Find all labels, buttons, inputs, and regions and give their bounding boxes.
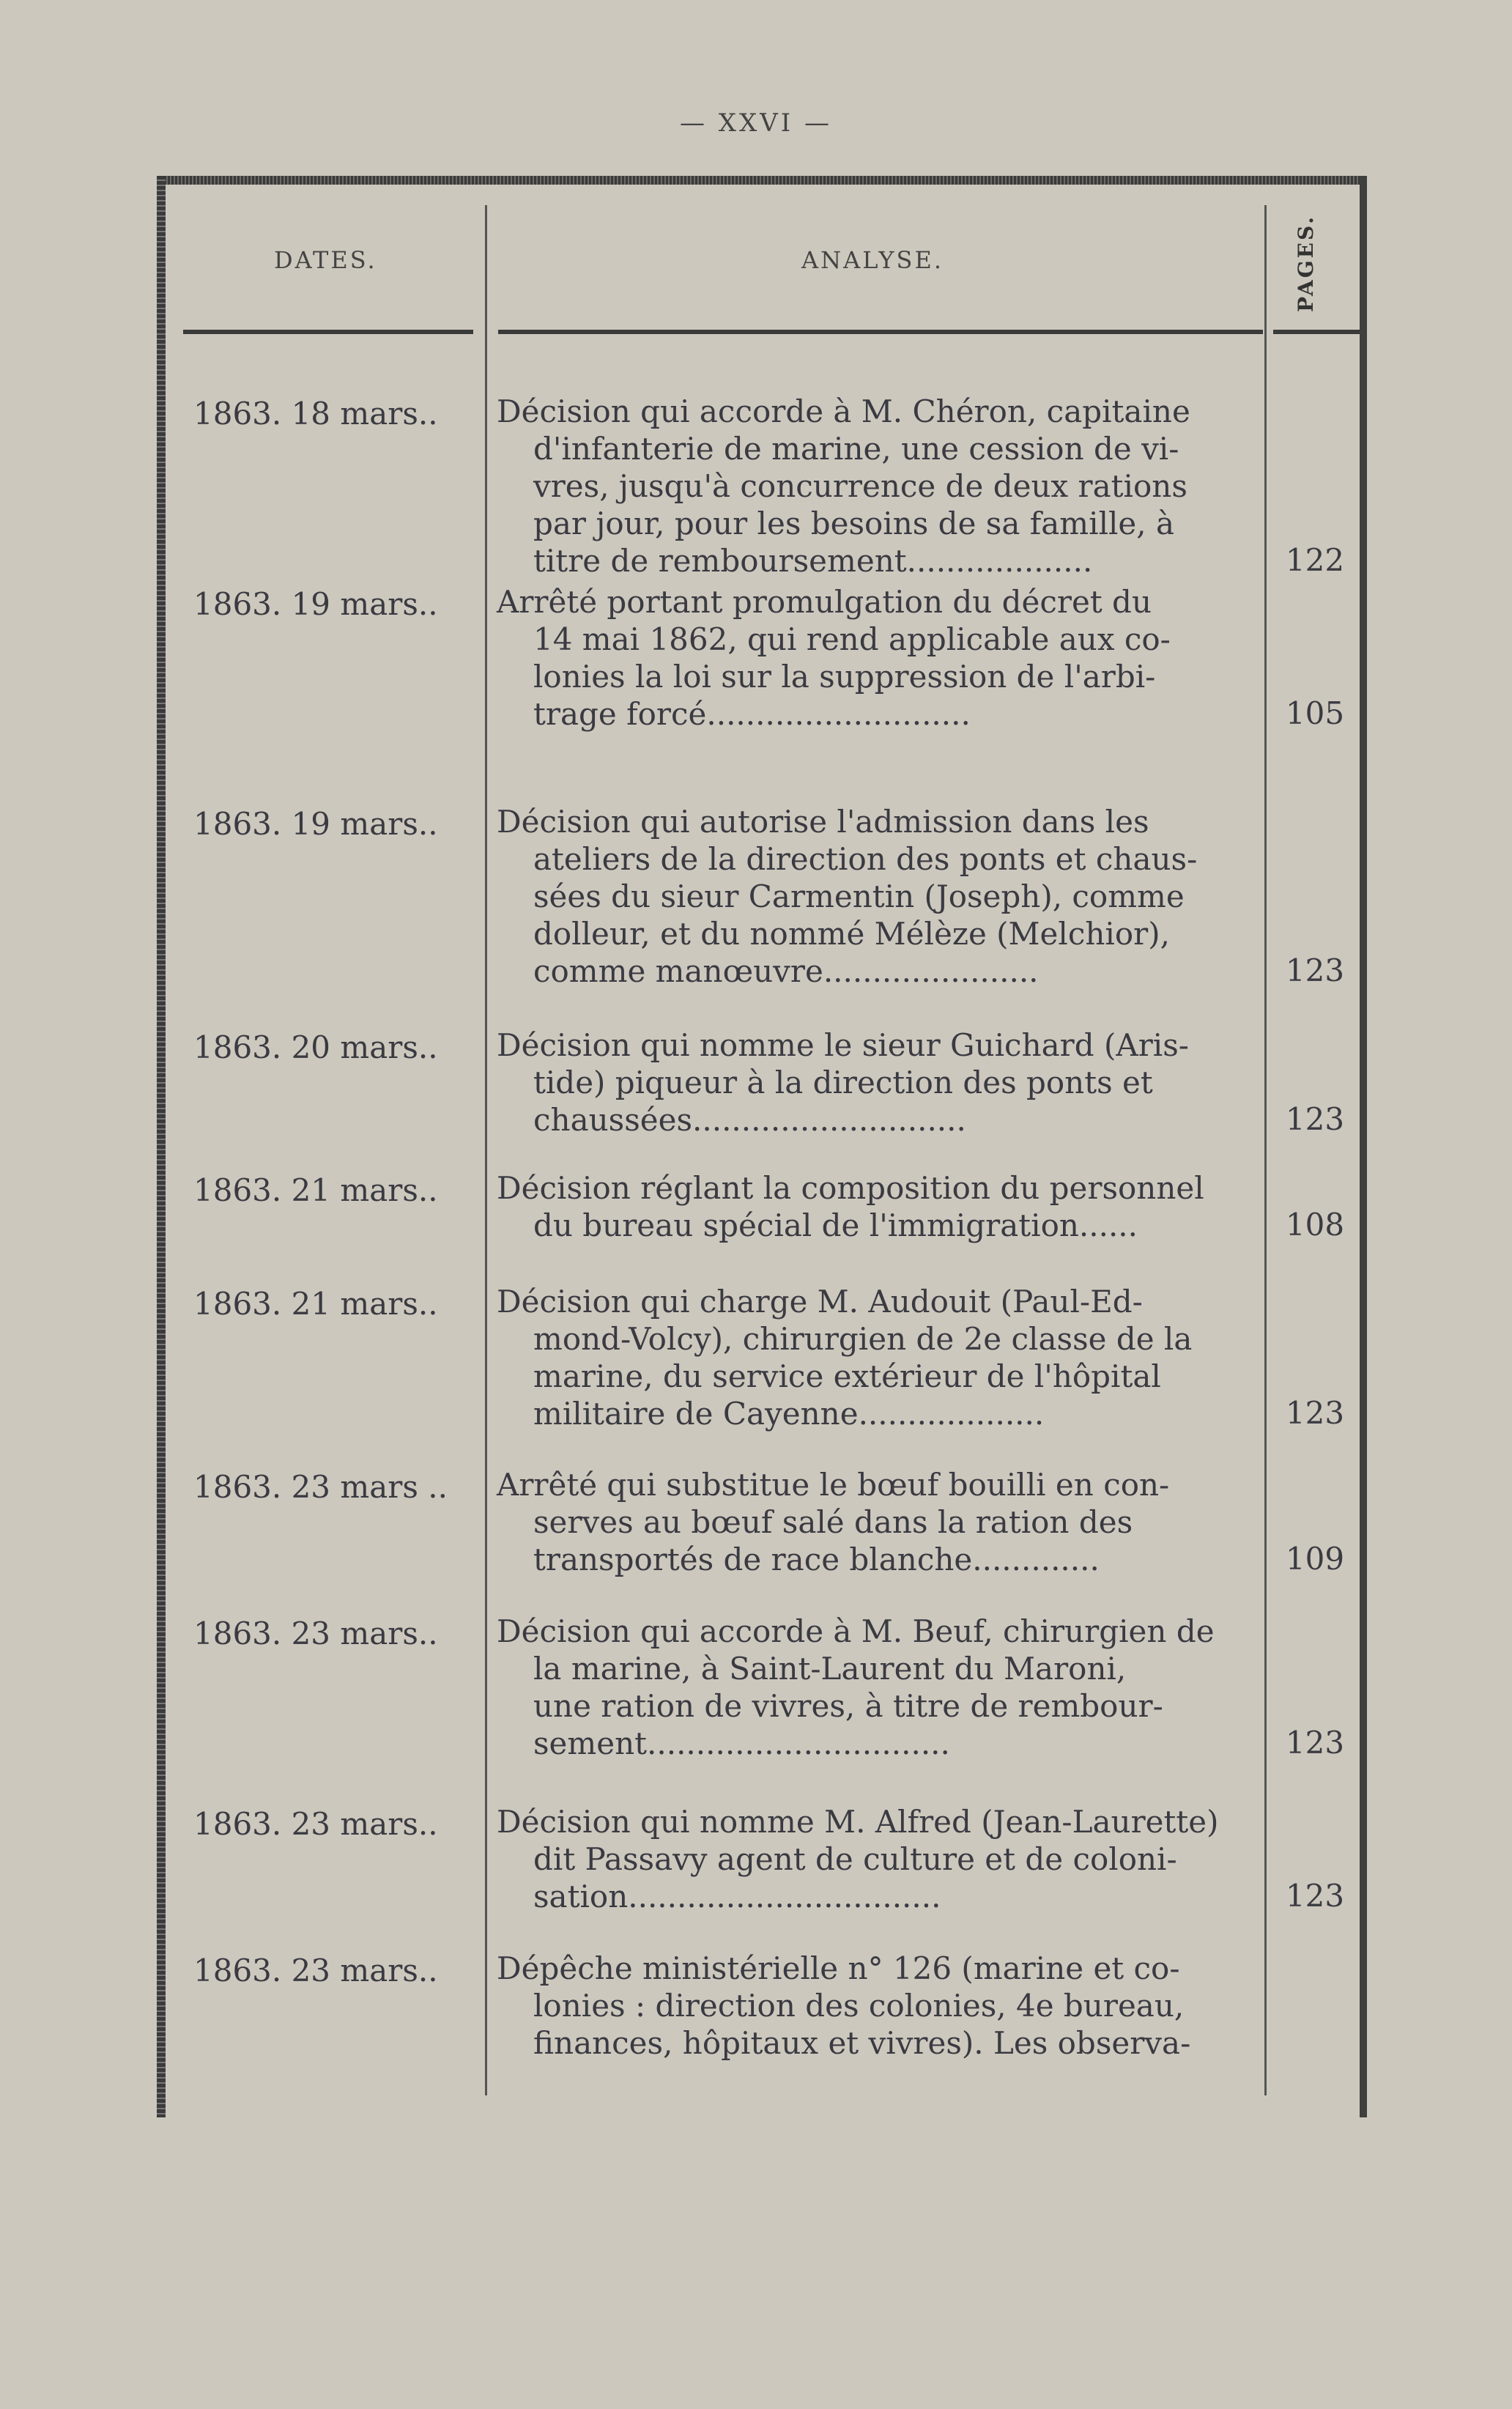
- analysis-line: titre de remboursement...................: [533, 543, 1093, 579]
- entry-date: 1863. 23 mars ..: [193, 1469, 448, 1505]
- analysis-line: Décision qui nomme le sieur Guichard (Aris-: [497, 1027, 1189, 1063]
- analysis-line: trage forcé...........................: [533, 696, 971, 732]
- analysis-line: ateliers de la direction des ponts et chaus-: [533, 841, 1198, 877]
- analysis-line: sées du sieur Carmentin (Joseph), comme: [533, 878, 1185, 914]
- analysis-line: serves au bœuf salé dans la ration des: [533, 1504, 1133, 1540]
- entry-page-number: 108: [1285, 1207, 1345, 1243]
- analysis-line: Décision qui accorde à M. Chéron, capitaine: [497, 393, 1190, 429]
- analysis-line: dit Passavy agent de culture et de coloni-: [533, 1841, 1177, 1877]
- entry-date: 1863. 23 mars..: [193, 1616, 438, 1651]
- entry-page-number: 123: [1285, 952, 1345, 988]
- analysis-line: Décision qui charge M. Audouit (Paul-Ed-: [497, 1284, 1143, 1320]
- entry-page-number: 105: [1285, 695, 1345, 731]
- analysis-line: mond-Volcy), chirurgien de 2e classe de la: [533, 1321, 1193, 1357]
- entry-analysis: [497, 1613, 1261, 1762]
- analysis-line: Décision qui accorde à M. Beuf, chirurgien de: [497, 1613, 1215, 1649]
- analysis-line: une ration de vivres, à titre de rembour-: [533, 1688, 1163, 1724]
- entry-date: 1863. 18 mars..: [193, 396, 438, 432]
- entry-page-number: 123: [1285, 1395, 1345, 1431]
- analysis-line: chaussées............................: [533, 1102, 966, 1138]
- analysis-line: Décision qui autorise l'admission dans les: [497, 804, 1149, 840]
- entry-date: 1863. 21 mars..: [193, 1172, 438, 1208]
- analysis-line: Décision réglant la composition du personnel: [497, 1170, 1204, 1206]
- left-border: [157, 176, 166, 2117]
- header-rule-analyse: [498, 330, 1263, 334]
- analysis-line: militaire de Cayenne...................: [533, 1396, 1045, 1432]
- top-rule: [157, 176, 1367, 185]
- entry-analysis: [497, 393, 1261, 580]
- column-header-analyse: ANALYSE.: [801, 246, 944, 274]
- entry-date: 1863. 19 mars..: [193, 806, 438, 842]
- analysis-line: la marine, à Saint-Laurent du Maroni,: [533, 1651, 1127, 1687]
- chronological-table: [157, 176, 1367, 2117]
- analysis-line: 14 mai 1862, qui rend applicable aux co-: [533, 621, 1171, 657]
- entry-analysis: [497, 1803, 1261, 1915]
- analysis-line: marine, du service extérieur de l'hôpital: [533, 1358, 1161, 1394]
- entry-page-number: 123: [1285, 1725, 1345, 1761]
- entry-page-number: 123: [1285, 1101, 1345, 1137]
- analysis-line: Arrêté portant promulgation du décret du: [497, 584, 1152, 620]
- entry-date: 1863. 23 mars..: [193, 1953, 438, 1988]
- analysis-line: d'infanterie de marine, une cession de vi-: [533, 431, 1179, 467]
- entry-analysis: [497, 583, 1261, 733]
- entry-date: 1863. 21 mars..: [193, 1286, 438, 1322]
- analysis-line: vres, jusqu'à concurrence de deux rations: [533, 468, 1187, 504]
- entry-analysis: [497, 1950, 1261, 2062]
- analysis-line: du bureau spécial de l'immigration......: [533, 1207, 1138, 1243]
- analysis-line: transportés de race blanche.............: [533, 1542, 1100, 1577]
- entry-analysis: [497, 1026, 1261, 1139]
- header-rule-dates: [183, 330, 473, 334]
- page-header: — XXVI —: [679, 108, 832, 138]
- analysis-line: Arrêté qui substitue le bœuf bouilli en con-: [497, 1467, 1170, 1503]
- analysis-line: Dépêche ministérielle n° 126 (marine et co-: [497, 1950, 1180, 1986]
- column-divider-dates: [485, 205, 487, 2095]
- analysis-line: comme manœuvre......................: [533, 953, 1039, 989]
- analysis-line: lonies la loi sur la suppression de l'arbi-: [533, 659, 1156, 695]
- header-rule-pages: [1273, 330, 1360, 334]
- column-header-pages: PAGES.: [1294, 215, 1318, 312]
- entry-analysis: [497, 1169, 1261, 1244]
- entry-page-number: 122: [1285, 542, 1345, 578]
- analysis-line: lonies : direction des colonies, 4e bureau,: [533, 1988, 1185, 2024]
- column-header-dates: DATES.: [274, 246, 377, 274]
- analysis-line: finances, hôpitaux et vivres). Les observa-: [533, 2025, 1191, 2061]
- entry-page-number: 123: [1285, 1878, 1345, 1914]
- column-divider-pages: [1264, 205, 1267, 2095]
- analysis-line: sation................................: [533, 1879, 941, 1914]
- entry-date: 1863. 20 mars..: [193, 1029, 438, 1065]
- entry-date: 1863. 19 mars..: [193, 586, 438, 622]
- analysis-line: Décision qui nomme M. Alfred (Jean-Laurette): [497, 1804, 1219, 1840]
- entry-analysis: [497, 1283, 1261, 1432]
- entry-analysis: [497, 803, 1261, 990]
- entry-page-number: 109: [1285, 1541, 1345, 1577]
- right-border: [1360, 176, 1367, 2117]
- analysis-line: tide) piqueur à la direction des ponts et: [533, 1065, 1153, 1100]
- entry-analysis: [497, 1466, 1261, 1578]
- analysis-line: par jour, pour les besoins de sa famille, à: [533, 506, 1175, 541]
- analysis-line: sement...............................: [533, 1725, 950, 1761]
- entry-date: 1863. 23 mars..: [193, 1806, 438, 1842]
- analysis-line: dolleur, et du nommé Mélèze (Melchior),: [533, 916, 1170, 952]
